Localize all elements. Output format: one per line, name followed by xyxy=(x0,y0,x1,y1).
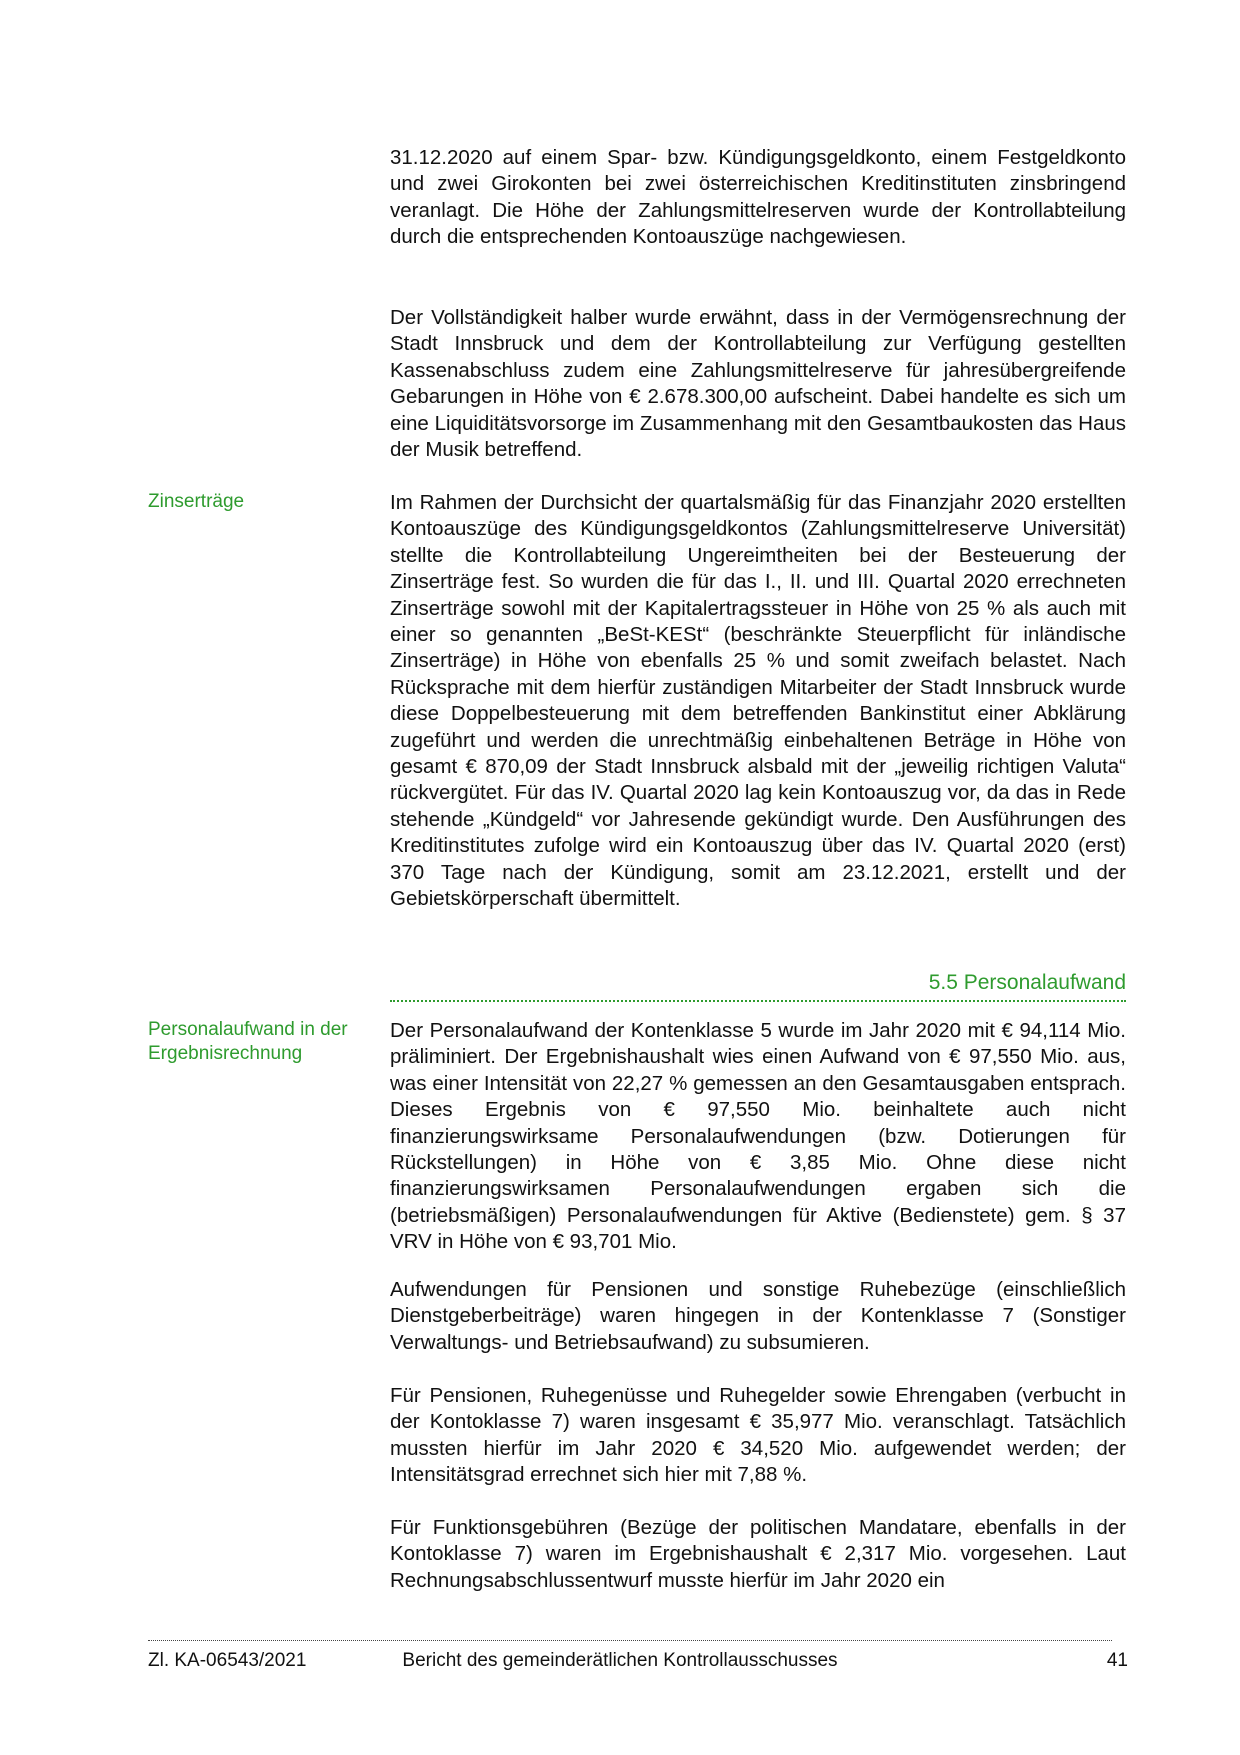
footer-reference-number: Zl. KA-06543/2021 xyxy=(148,1650,307,1671)
margin-note-personalaufwand-line1: Personalaufwand in der xyxy=(148,1019,348,1040)
section-heading-rule xyxy=(390,1000,1126,1002)
footer-rule xyxy=(148,1640,1112,1641)
margin-note-personalaufwand xyxy=(148,1018,378,1065)
paragraph-funktionsgebuehren: Für Funktionsgebühren (Bezüge der politischen Mandatare, ebenfalls in der Kontoklasse 7) waren im Ergebnishaushalt € 2,317 Mio. vorgesehen. Laut Rechnungsabschlussentwurf musste hierfür im Jahr 2020 ein xyxy=(390,1516,1126,1592)
margin-note-personalaufwand-line2: Ergebnisrechnung xyxy=(148,1042,303,1064)
paragraph-ruhegenuesse: Für Pensionen, Ruhegenüsse und Ruhegelder sowie Ehrengaben (verbucht in der Kontoklasse 7) waren insgesamt € 35,977 Mio. veranschlagt. Tatsächlich mussten hierfür im Jahr 2020 € 34,520 Mio. aufgewendet werden; der Intensitätsgrad errechnet sich hier mit 7,88 %. xyxy=(390,1384,1126,1487)
paragraph-zinsertraege: Im Rahmen der Durchsicht der quartalsmäßig für das Finanzjahr 2020 erstellten Kontoauszüge des Kündigungsgeldkontos (Zahlungsmittelreserve Universität) stellte die Kontrollabteilung Ungereimtheiten bei der Besteuerung der Zinserträge fest. So wurden die für das I., II. und III. Quartal 2020 errechneten Zinserträge sowohl mit der Kapitalertragssteuer in Höhe von 25 % als auch mit einer so genannten „BeSt-KESt“ (beschränkte Steuerpflicht für inländische Zinserträge) in Höhe von ebenfalls 25 % und somit zweifach belastet. Nach Rücksprache mit dem hierfür zuständigen Mitarbeiter der Stadt Innsbruck wurde diese Doppelbesteuerung mit dem betreffenden Bankinstitut einer Abklärung zugeführt und werden die unrechtmäßig einbehaltenen Beträge in Höhe von gesamt € 870,09 der Stadt Innsbruck alsbald mit der „jeweilig richtigen Valuta“ rückvergütet. Für das IV. Quartal 2020 lag kein Kontoauszug vor, da das in Rede stehende „Kündgeld“ vor Jahresende gekündigt wurde. Den Ausführungen des Kreditinstitutes zufolge wird ein Kontoauszug über das IV. Quartal 2020 (erst) 370 Tage nach der Kündigung, somit am 23.12.2021, erstellt und der Gebietskörperschaft übermittelt. xyxy=(390,491,1126,911)
margin-note-zinsertraege: Zinserträge xyxy=(148,491,245,512)
section-heading-personalaufwand: 5.5 Personalaufwand xyxy=(928,971,1126,994)
footer-report-title: Bericht des gemeinderätlichen Kontrollausschusses xyxy=(402,1650,838,1671)
paragraph-zahlungsmittelreserven: 31.12.2020 auf einem Spar- bzw. Kündigungsgeldkonto, einem Festgeldkonto und zwei Girokonten bei zwei österreichischen Kreditinstituten zinsbringend veranlagt. Die Höhe der Zahlungsmittelreserven wurde der Kontrollabteilung durch die entsprechenden Kontoauszüge nachgewiesen. xyxy=(390,146,1126,249)
paragraph-vollstaendigkeit: Der Vollständigkeit halber wurde erwähnt, dass in der Vermögensrechnung der Stadt Innsbruck und dem der Kontrollabteilung zur Verfügung gestellten Kassenabschluss zudem eine Zahlungsmittelreserve für jahresübergreifende Gebarungen in Höhe von € 2.678.300,00 aufscheint. Dabei handelte es sich um eine Liquiditätsvorsorge im Zusammenhang mit den Gesamtbaukosten das Haus der Musik betreffend. xyxy=(390,306,1126,462)
paragraph-personalaufwand: Der Personalaufwand der Kontenklasse 5 wurde im Jahr 2020 mit € 94,114 Mio. präliminiert. Der Ergebnishaushalt wies einen Aufwand von € 97,550 Mio. aus, was einer Intensität von 22,27 % gemessen an den Gesamtausgaben entsprach. Dieses Ergebnis von € 97,550 Mio. beinhaltete auch nicht finanzierungswirksame Personalaufwendungen (bzw. Dotierungen für Rückstellungen) in Höhe von € 3,85 Mio. Ohne diese nicht finanzierungswirksamen Personalaufwendungen ergaben sich die (betriebsmäßigen) Personalaufwendungen für Aktive (Bedienstete) gem. § 37 VRV in Höhe von € 93,701 Mio. xyxy=(390,1019,1126,1254)
page-number: 41 xyxy=(1106,1650,1128,1671)
paragraph-pensionen: Aufwendungen für Pensionen und sonstige Ruhebezüge (einschließlich Dienstgeberbeiträge) waren hingegen in der Kontenklasse 7 (Sonstiger Verwaltungs- und Betriebsaufwand) zu subsumieren. xyxy=(390,1278,1126,1354)
